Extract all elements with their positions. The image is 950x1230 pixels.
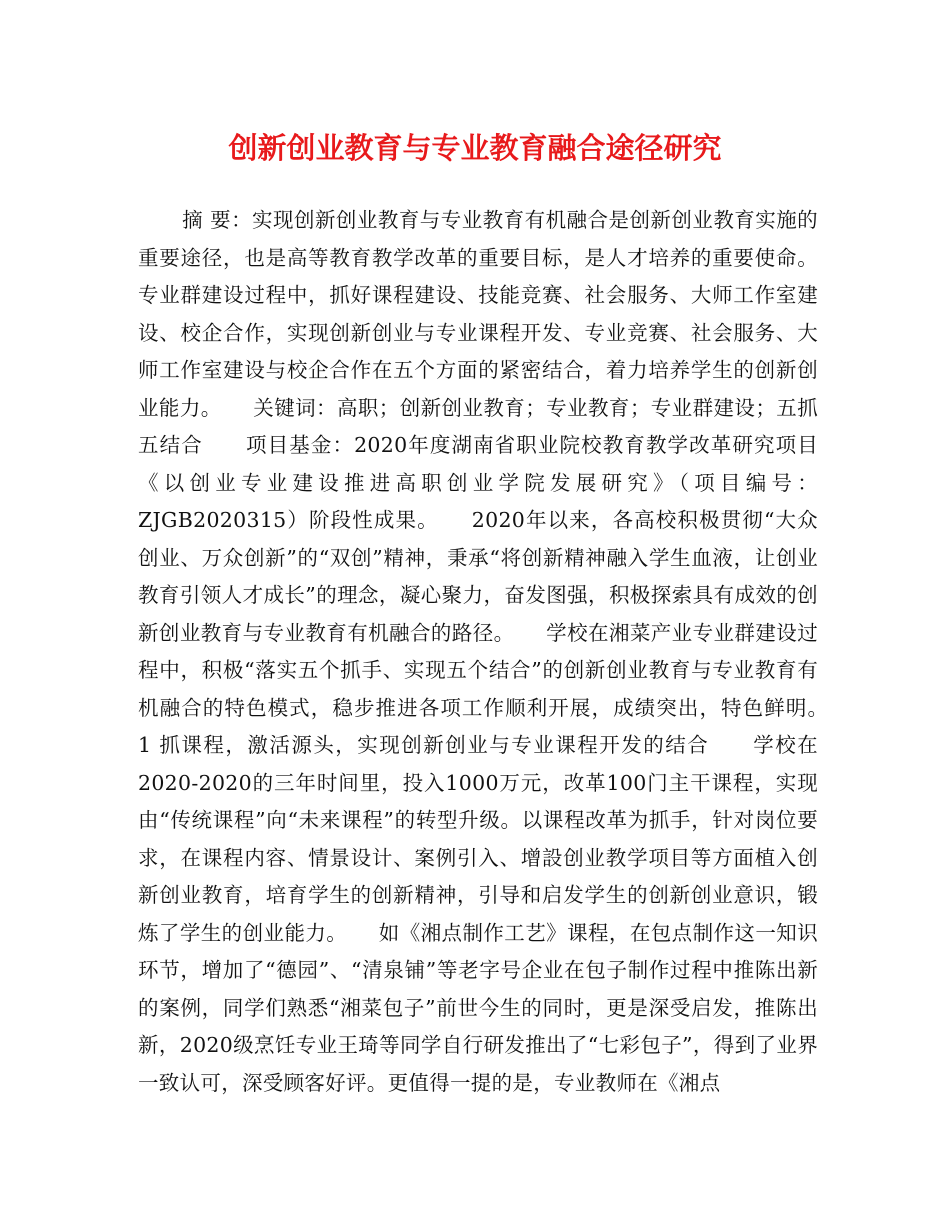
- body-text: 摘 要：实现创新创业教育与专业教育有机融合是创新创业教育实施的重要途径，也是高等教育教学改革的重要目标，是人才培养的重要使命。专业群建设过程中，抓好课程建设、技能竞赛、社会服务、大师工作室建设、校企合作，实现创新创业与专业课程开发、专业竞赛、社会服务、大师工作室建设与校企合作在五个方面的紧密结合，着力培养学生的创新创业能力。 关键词：高职；创新创业教育；专业教育；专业群建设；五抓五结合 项目基金：2020年度湖南省职业院校教育教学改革研究项目《以创业专业建设推进高职创业学院发展研究》（项目编号：ZJGB2020315）阶段性成果。 2020年以来，各高校积极贯彻“大众创业、万众创新”的“双创”精神，秉承“将创新精神融入学生血液，让创业教育引领人才成长”的理念，凝心聚力，奋发图强，积极探索具有成效的创新创业教育与专业教育有机融合的路径。 学校在湘菜产业专业群建设过程中，积极“落实五个抓手、实现五个结合”的创新创业教育与专业教育有机融合的特色模式，稳步推进各项工作顺利开展，成绩突出，特色鲜明。 1 抓课程，激活源头，实现创新创业与专业课程开发的结合 学校在2020-2020的三年时间里，投入1000万元，改革100门主干课程，实现由“传统课程”向“未来课程”的转型升级。以课程改革为抓手，针对岗位要求，在课程内容、情景设计、案例引入、增設创业教学项目等方面植入创新创业教育，培育学生的创新精神，引导和启发学生的创新创业意识，锻炼了学生的创业能力。 如《湘点制作工艺》课程，在包点制作这一知识环节，增加了“德园”、“清泉铺”等老字号企业在包子制作过程中推陈出新的案例，同学们熟悉“湘菜包子”前世今生的同时，更是深受启发，推陈出新，2020级烹饪专业王琦等同学自行研发推出了“七彩包子”，得到了业界一致认可，深受顾客好评。更值得一提的是，专业教师在《湘点: [138, 208, 860, 1095]
- document-body: [138, 202, 860, 1102]
- document-title: 创新创业教育与专业教育融合途径研究: [228, 131, 722, 165]
